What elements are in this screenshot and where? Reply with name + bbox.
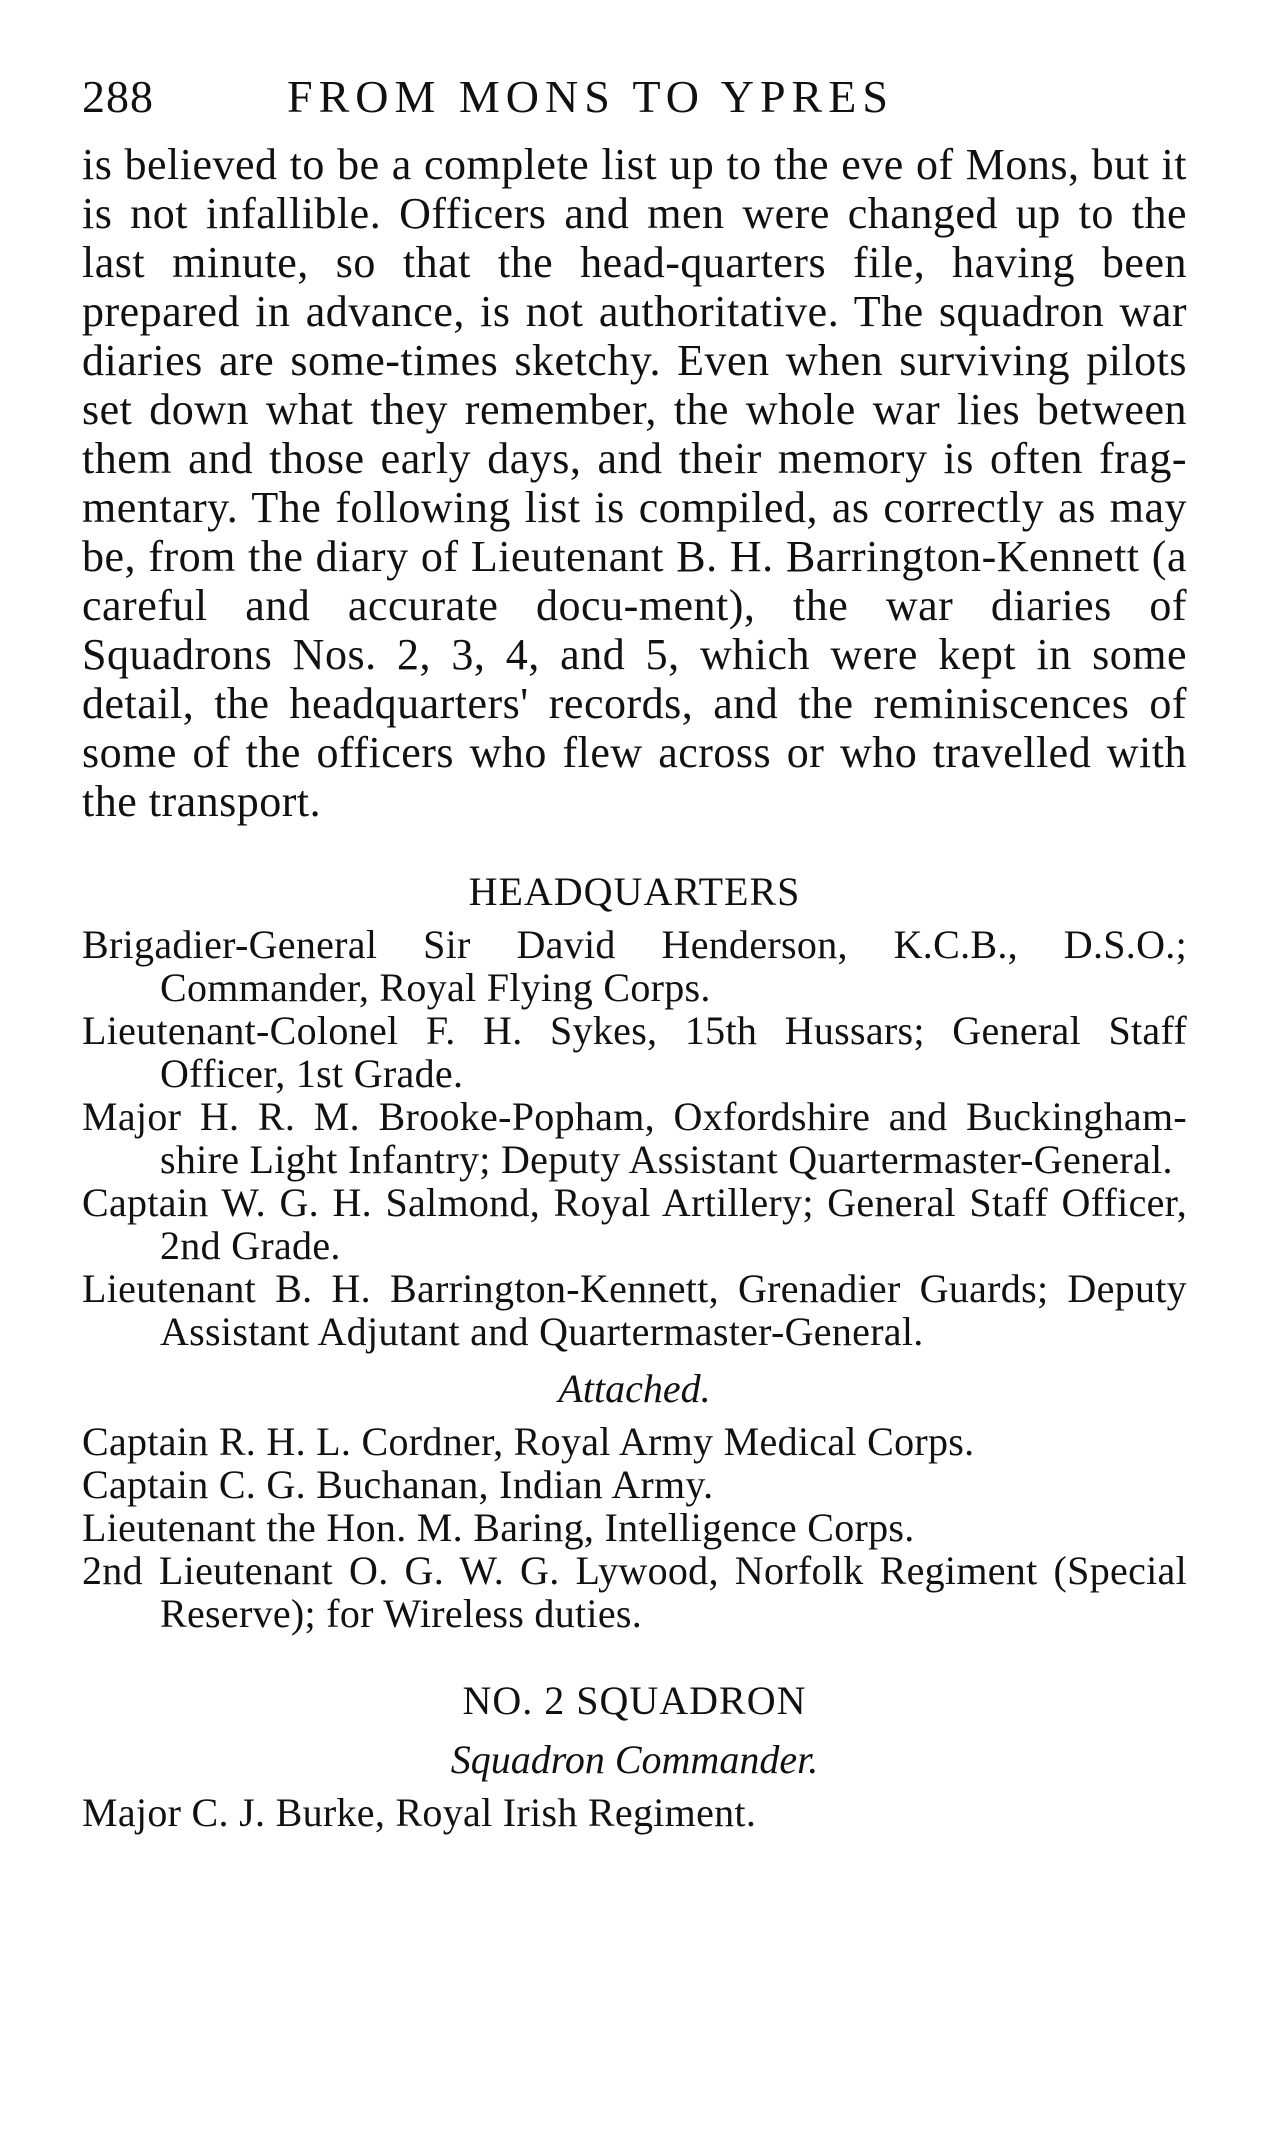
list-item: Lieutenant the Hon. M. Baring, Intelligence Corps.	[82, 1505, 915, 1550]
intro-paragraph: is believed to be a complete list up to the eve of Mons, but it is not infallible. Officers and men were changed up to the last minute, so that the head-quarters file, having been prepared in advance, is not authoritative. The squadron war diaries are some-times sketchy. Even when surviving pilots set down what they remember, the whole war lies between them and those early days, and their memory is often frag-mentary. The following list is compiled, as correctly as may be, from the diary of Lieutenant B. H. Barrington-Kennett (a careful and accurate docu-ment), the war diaries of Squadrons Nos. 2, 3, 4, and 5, which were kept in some detail, the headquarters' records, and the reminiscences of some of the officers who flew across or who travelled with the transport.	[82, 140, 1187, 826]
headquarters-heading: HEADQUARTERS	[468, 869, 801, 914]
list-item: Captain W. G. H. Salmond, Royal Artillery; General Staff Officer, 2nd Grade.	[82, 1180, 1187, 1268]
list-item: Captain C. G. Buchanan, Indian Army.	[82, 1462, 714, 1507]
list-item: Brigadier-General Sir David Henderson, K.C.B., D.S.O.; Commander, Royal Flying Corps.	[82, 922, 1187, 1010]
headquarters-list	[82, 923, 1187, 1353]
list-item: Lieutenant-Colonel F. H. Sykes, 15th Hussars; General Staff Officer, 1st Grade.	[82, 1008, 1187, 1096]
squadron-2-list	[82, 1791, 1187, 1834]
squadron-2-heading: NO. 2 SQUADRON	[462, 1678, 807, 1723]
page-number: 288	[82, 71, 154, 122]
attached-list	[82, 1420, 1187, 1635]
list-item: 2nd Lieutenant O. G. W. G. Lywood, Norfolk Regiment (Special Reserve); for Wireless duties.	[82, 1548, 1187, 1636]
list-item: Captain R. H. L. Cordner, Royal Army Medical Corps.	[82, 1419, 975, 1464]
list-item: Major C. J. Burke, Royal Irish Regiment.	[82, 1790, 757, 1835]
running-head	[82, 70, 1187, 140]
running-title: FROM MONS TO YPRES	[287, 71, 894, 122]
book-page	[82, 70, 1187, 1834]
attached-heading: Attached.	[558, 1366, 711, 1411]
squadron-commander-heading: Squadron Commander.	[450, 1737, 819, 1782]
list-item: Major H. R. M. Brooke-Popham, Oxfordshire and Buckingham-shire Light Infantry; Deputy Assistant Quartermaster-General.	[82, 1094, 1187, 1182]
list-item: Lieutenant B. H. Barrington-Kennett, Grenadier Guards; Deputy Assistant Adjutant and Quartermaster-General.	[82, 1266, 1187, 1354]
